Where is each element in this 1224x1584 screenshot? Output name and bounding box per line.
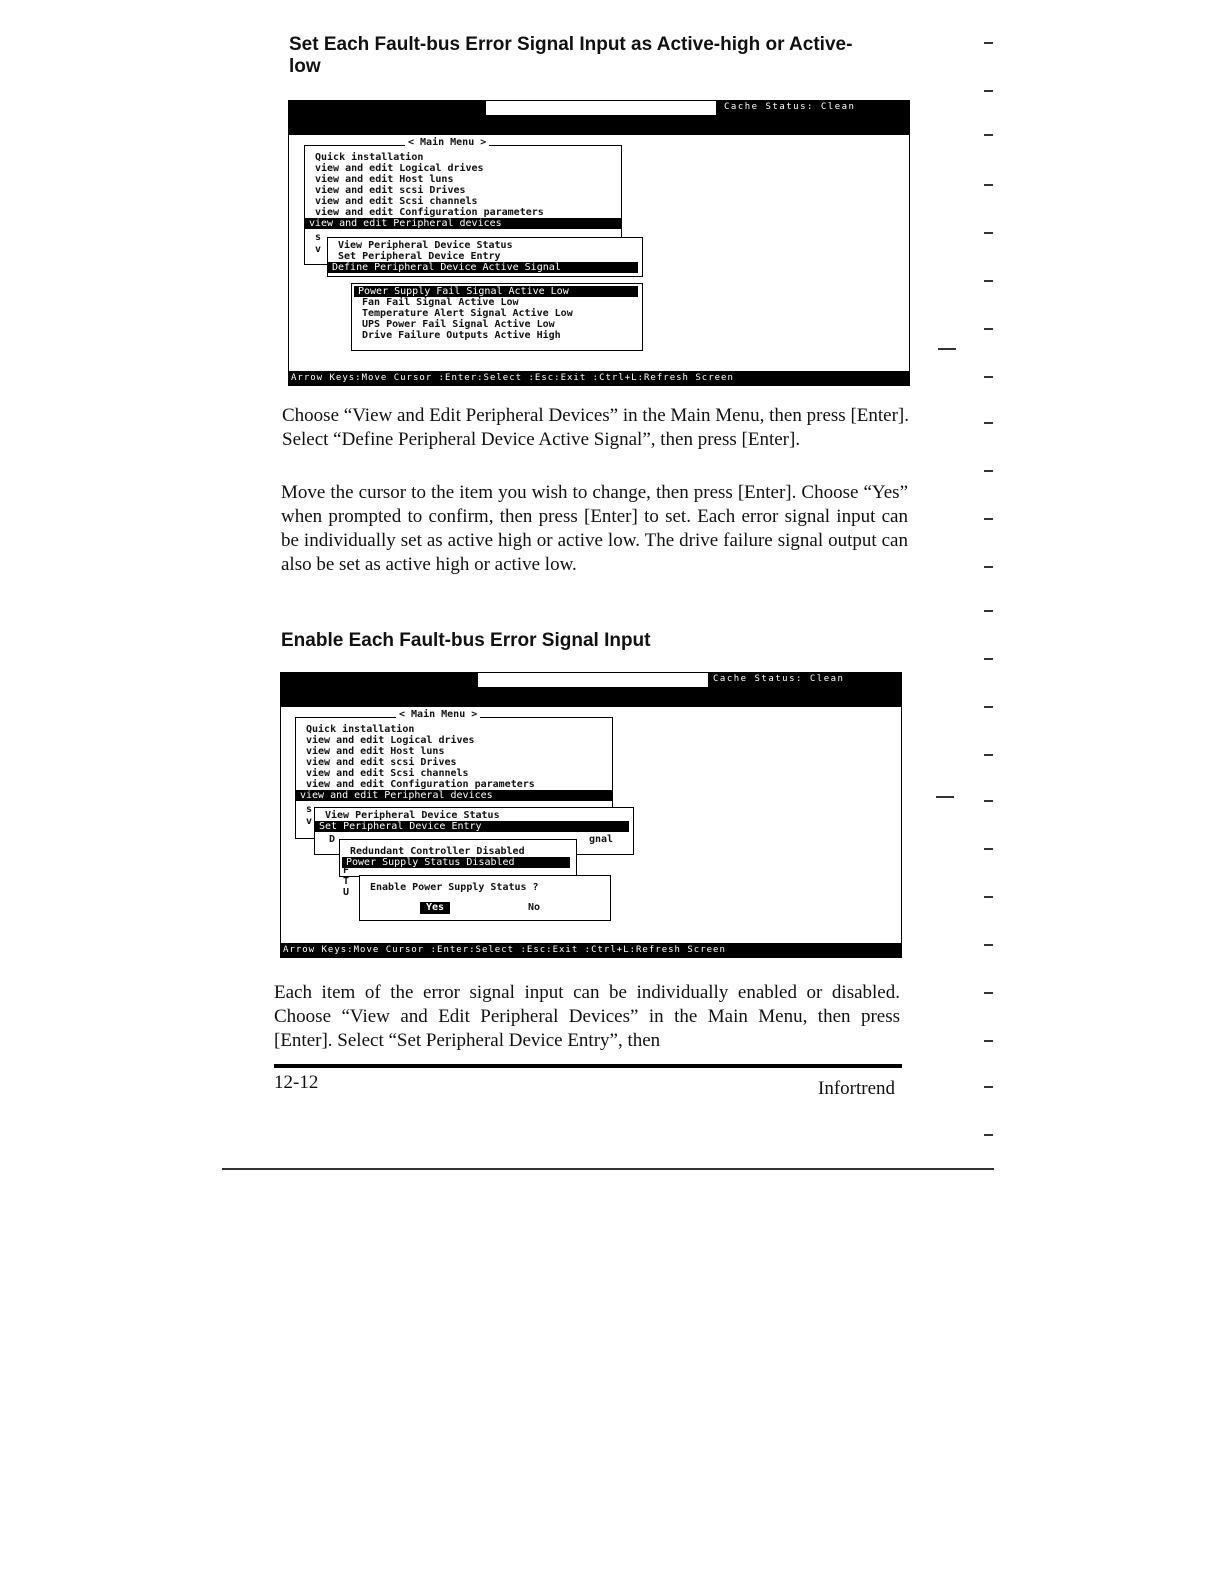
menu-item-scsi-channels[interactable]: view and edit Scsi channels [306,768,469,779]
section1-paragraph-2: Move the cursor to the item you wish to change, then press [Enter]. Choose “Yes” when prompted to confirm, then press [Enter] to set. Each error signal input can be individually set as active high or active low. The drive failure signal output can also be set as active high or active low. [281,482,908,575]
margin-scan-dash [984,896,993,898]
main-menu-title: < Main Menu > [405,137,489,148]
menu-item-logical-drives[interactable]: view and edit Logical drives [315,163,484,174]
peripheral-item-define-active-signal[interactable]: Define Peripheral Device Active Signal [328,262,638,273]
peripheral-letter-d: D [329,834,336,845]
margin-scan-dash [984,992,993,994]
margin-scan-dash [984,42,993,44]
entry-item-redundant-controller[interactable]: Redundant Controller Disabled [350,846,525,857]
main-menu-title: < Main Menu > [396,709,480,720]
section1-heading-line2: low [289,56,321,77]
header-blank-field [486,101,716,115]
cache-status: Cache Status: Clean [724,102,856,112]
menu-item-configuration-parameters[interactable]: view and edit Configuration parameters [306,779,535,790]
margin-scan-dash [984,1134,993,1136]
cache-status: Cache Status: Clean [713,674,845,684]
section2-heading: Enable Each Fault-bus Error Signal Input [281,630,651,651]
page-number: 12-12 [274,1072,319,1093]
margin-scan-dash [984,610,993,612]
peripheral-item-view-status[interactable]: View Peripheral Device Status [338,240,513,251]
menu-item-peripheral-devices[interactable]: view and edit Peripheral devices [305,218,621,229]
menu-item-scsi-drives[interactable]: view and edit scsi Drives [315,185,466,196]
entry-letter-u: U [343,887,350,898]
menu-item-configuration-parameters[interactable]: view and edit Configuration parameters [315,207,544,218]
confirm-dialog-prompt: Enable Power Supply Status ? [370,882,539,893]
menu-letter-s: s [315,232,322,243]
margin-scan-dash [938,348,956,350]
margin-scan-dash [984,754,993,756]
margin-scan-dash [984,566,993,568]
menu-letter-v: v [306,816,313,827]
margin-scan-dash [936,796,954,798]
scan-edge-line [222,1168,994,1170]
terminal-screenshot-2 [280,672,902,958]
footer-rule [274,1064,902,1068]
peripheral-item-view-status[interactable]: View Peripheral Device Status [325,810,500,821]
margin-scan-dash [984,706,993,708]
section1-paragraph-1: Choose “View and Edit Peripheral Devices” in the Main Menu, then press [Enter]. Select “Define Peripheral Device Active Signal”, then press [Enter]. [282,405,909,450]
menu-item-scsi-channels[interactable]: view and edit Scsi channels [315,196,478,207]
margin-scan-dash [984,376,993,378]
footer-brand: Infortrend [818,1078,896,1099]
section1-heading-line1: Set Each Fault-bus Error Signal Input as Active-high or Active- [289,34,853,55]
margin-scan-dash [984,800,993,802]
margin-scan-dash [984,1040,993,1042]
confirm-dialog [359,875,611,921]
menu-item-quick-installation[interactable]: Quick installation [306,724,415,735]
confirm-yes-button[interactable]: Yes [420,902,450,914]
margin-scan-dash [984,944,993,946]
menu-item-peripheral-devices[interactable]: view and edit Peripheral devices [296,790,612,801]
margin-scan-dash [984,232,993,234]
peripheral-menu [327,237,643,277]
peripheral-item-set-entry[interactable]: Set Peripheral Device Entry [338,251,501,262]
menu-item-logical-drives[interactable]: view and edit Logical drives [306,735,475,746]
peripheral-item-set-entry[interactable]: Set Peripheral Device Entry [315,821,629,832]
menu-item-host-luns[interactable]: view and edit Host luns [315,174,454,185]
margin-scan-dash [984,470,993,472]
margin-scan-dash [984,90,993,92]
entry-item-power-supply-status[interactable]: Power Supply Status Disabled [342,857,570,868]
margin-scan-dash [984,848,993,850]
signal-item-fan[interactable]: Fan Fail Signal Active Low [362,297,519,308]
terminal-screenshot-1 [288,100,910,386]
margin-scan-dash [984,658,993,660]
menu-item-scsi-drives[interactable]: view and edit scsi Drives [306,757,457,768]
entry-letter-f: F [343,865,350,876]
signal-menu [351,283,643,351]
menu-letter-s: s [306,804,313,815]
section2-paragraph: Each item of the error signal input can be individually enabled or disabled. Choose “View and Edit Peripheral Devices” in the Main Menu, then press [Enter]. Select “Set Peripheral Device Entry”, then [274,982,900,1051]
menu-letter-v: v [315,244,322,255]
margin-scan-dash [984,1086,993,1088]
entry-menu [339,839,577,877]
confirm-no-button[interactable]: No [528,902,541,913]
peripheral-partial-text: gnal [589,834,614,845]
terminal-status-bar: Arrow Keys:Move Cursor :Enter:Select :Esc:Exit :Ctrl+L:Refresh Screen [289,371,909,385]
margin-scan-dash [984,134,993,136]
signal-item-ups[interactable]: UPS Power Fail Signal Active Low [362,319,555,330]
entry-letter-t: T [343,876,350,887]
margin-scan-dash [984,422,993,424]
terminal-status-bar: Arrow Keys:Move Cursor :Enter:Select :Esc:Exit :Ctrl+L:Refresh Screen [281,943,901,957]
menu-item-quick-installation[interactable]: Quick installation [315,152,424,163]
section1-heading [289,34,852,78]
margin-scan-dash [984,184,993,186]
header-blank-field [478,673,708,687]
signal-item-temperature[interactable]: Temperature Alert Signal Active Low [362,308,573,319]
margin-scan-dash [984,518,993,520]
margin-scan-dash [984,280,993,282]
margin-scan-dash [984,328,993,330]
menu-item-host-luns[interactable]: view and edit Host luns [306,746,445,757]
signal-item-drive-failure[interactable]: Drive Failure Outputs Active High [362,330,561,341]
signal-item-power-supply[interactable]: Power Supply Fail Signal Active Low [354,286,638,297]
